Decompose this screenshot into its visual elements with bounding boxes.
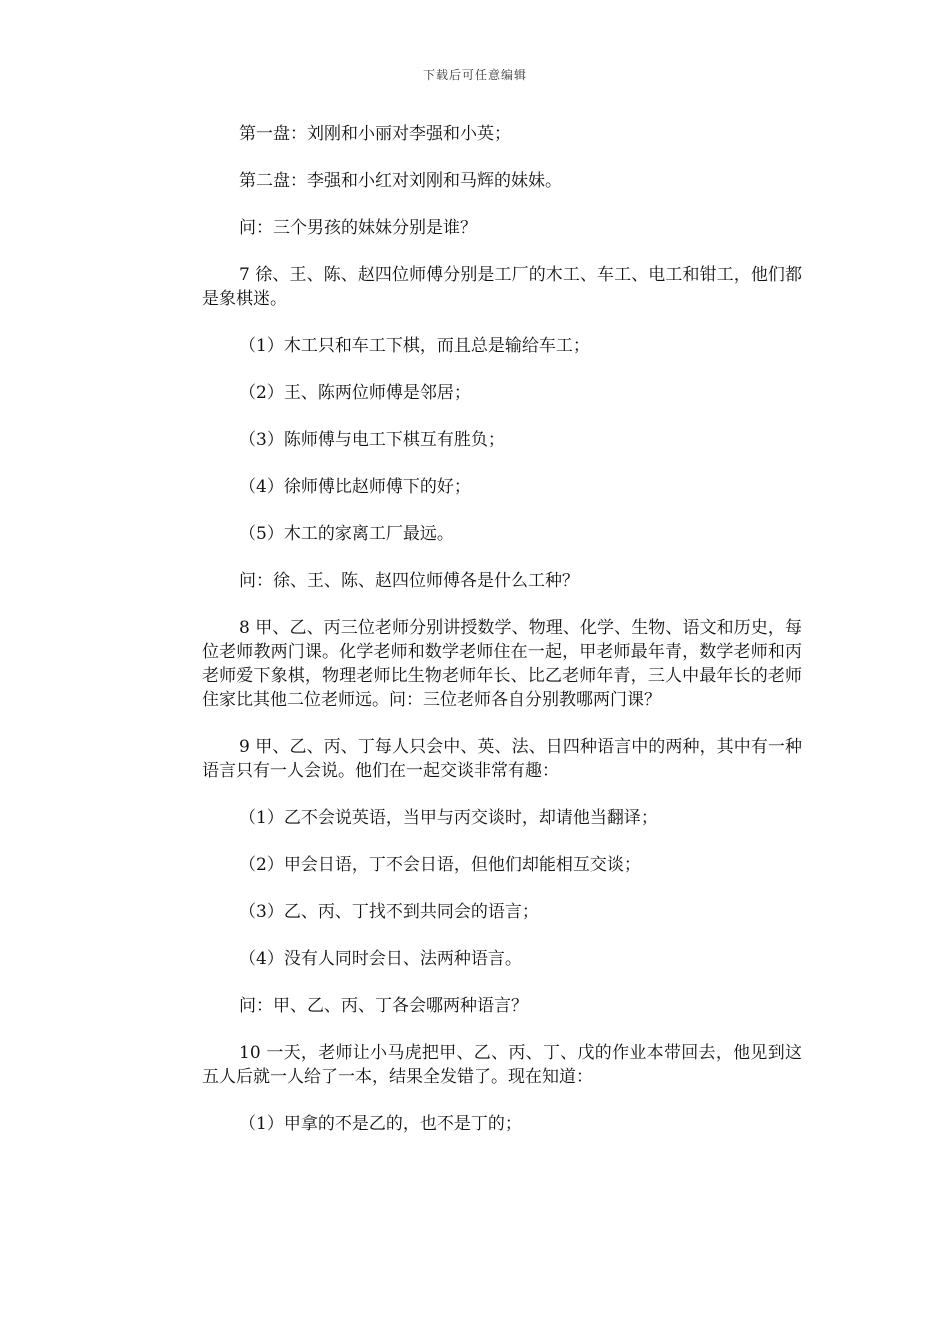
paragraph: （1）甲拿的不是乙的，也不是丁的； bbox=[239, 1114, 522, 1134]
paragraph: （1）乙不会说英语，当甲与丙交谈时，却请他当翻译； bbox=[239, 808, 658, 828]
paragraph: （3）乙、丙、丁找不到共同会的语言； bbox=[239, 902, 539, 922]
paragraph: （4）没有人同时会日、法两种语言。 bbox=[239, 949, 522, 969]
paragraph: 第二盘：李强和小红对刘刚和马辉的妹妹。 bbox=[239, 171, 562, 191]
paragraph: 问：甲、乙、丙、丁各会哪两种语言？ bbox=[239, 996, 528, 1016]
paragraph: 10 一天，老师让小马虎把甲、乙、丙、丁、戊的作业本带回去，他见到这五人后就一人给了一本，结果全发错了。现在知道： bbox=[202, 1043, 802, 1087]
paragraph: （3）陈师傅与电工下棋互有胜负； bbox=[239, 430, 505, 450]
paragraph: 7 徐、王、陈、赵四位师傅分别是工厂的木工、车工、电工和钳工，他们都是象棋迷。 bbox=[202, 265, 802, 309]
paragraph: （1）木工只和车工下棋，而且总是输给车工； bbox=[239, 336, 590, 356]
paragraph: 第一盘：刘刚和小丽对李强和小英； bbox=[239, 124, 511, 144]
paragraph: 9 甲、乙、丙、丁每人只会中、英、法、日四种语言中的两种，其中有一种语言只有一人会说。他们在一起交谈非常有趣： bbox=[202, 737, 802, 781]
paragraph: 问：三个男孩的妹妹分别是谁？ bbox=[239, 218, 477, 238]
paragraph: （5）木工的家离工厂最远。 bbox=[239, 524, 454, 544]
paragraph: 8 甲、乙、丙三位老师分别讲授数学、物理、化学、生物、语文和历史，每位老师教两门课。化学老师和数学老师住在一起，甲老师最年青，数学老师和丙老师爱下象棋，物理老师比生物老师年长、比乙老师年青，三人中最年长的老师住家比其他二位老师远。问：三位老师各自分别教哪两门课？ bbox=[202, 618, 802, 710]
page-header: 下载后可任意编辑 bbox=[422, 68, 527, 82]
paragraph: （4）徐师傅比赵师傅下的好； bbox=[239, 477, 471, 497]
document-body bbox=[202, 122, 802, 1136]
paragraph: （2）王、陈两位师傅是邻居； bbox=[239, 383, 471, 403]
paragraph: 问：徐、王、陈、赵四位师傅各是什么工种？ bbox=[239, 571, 579, 591]
paragraph: （2）甲会日语，丁不会日语，但他们却能相互交谈； bbox=[239, 855, 641, 875]
